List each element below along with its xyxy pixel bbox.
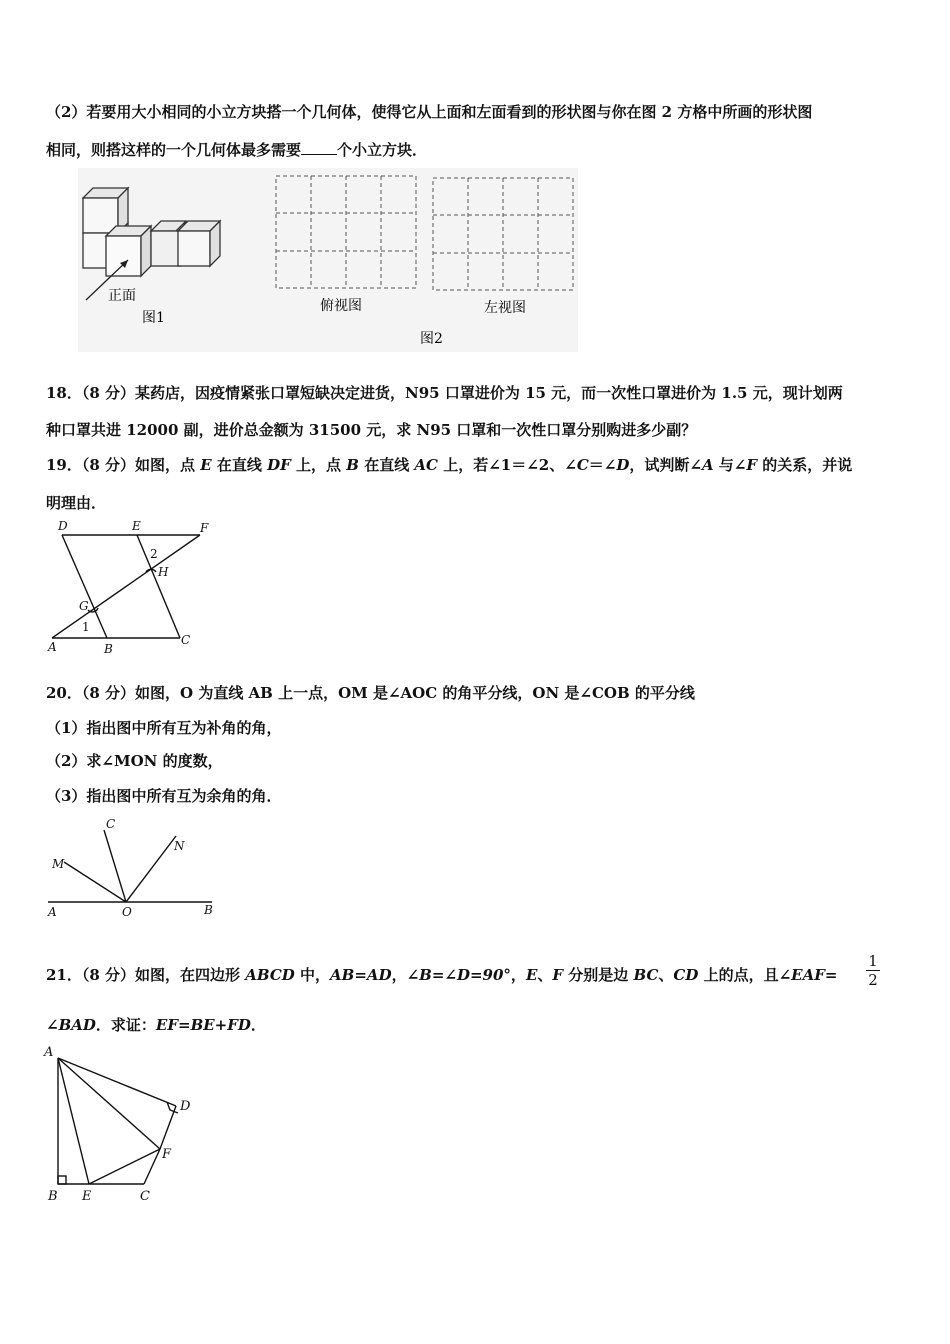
q20-item1: （1）指出图中所有互为补角的角， [46,719,282,737]
fig2-caption: 图2 [420,331,443,347]
one-half-fraction: 1 2 [866,952,880,989]
q21-figure [42,1042,212,1208]
q20-item3: （3）指出图中所有互为余角的角． [46,787,282,805]
label-A: A [48,905,57,919]
label-M: M [52,857,65,871]
label-D: D [58,519,68,533]
label-C: C [106,817,116,831]
cube-figure [78,168,578,352]
q20-item2: （2）求∠MON 的度数， [46,752,223,770]
label-A: A [44,1045,54,1060]
label-B: B [104,642,113,656]
label-D: D [180,1099,191,1114]
label-H: H [158,565,169,579]
label-E: E [82,1189,92,1204]
top-view-label: 俯视图 [320,298,362,314]
fig1-front-label: 正面 [108,288,136,304]
label-A: A [48,640,57,654]
q21-line2: ∠BAD．求证：EF=BE+FD． [46,1016,266,1034]
label-B: B [204,903,213,917]
q18-line2: 种口罩共进 12000 副，进价总金额为 31500 元，求 N95 口罩和一次性口罩分别购进多少副？ [46,421,697,439]
label-F: F [200,521,209,535]
q19-line1: 19．（8 分）如图，点 E 在直线 DF 上，点 B 在直线 AC 上，若∠1＝∠2、∠C＝∠D，试判断∠A 与∠F 的关系，并说 [46,456,853,474]
left-view-label: 左视图 [484,300,526,316]
label-N: N [174,839,185,853]
q17-part2-line1: （2）若要用大小相同的小立方块搭一个几何体，使得它从上面和左面看到的形状图与你在图 2 方格中所画的形状图 [46,103,813,121]
label-C: C [181,633,191,647]
label-E: E [132,519,141,533]
q19-figure [42,518,222,658]
label-C: C [140,1189,150,1204]
q18-line1: 18．（8 分）某药店，因疫情紧张口罩短缺决定进货，N95 口罩进价为 15 元，而一次性口罩进价为 1.5 元，现计划两 [46,384,843,402]
angle-2-label: 2 [150,547,158,561]
label-G: G [79,599,89,613]
q20-figure [42,812,222,922]
q19-line2: 明理由． [46,494,107,512]
angle-1-label: 1 [82,620,90,634]
q21-line1: 21．（8 分）如图，在四边形 ABCD 中，AB=AD，∠B=∠D=90°，E、F 分别是边 BC、CD 上的点，且∠EAF= [46,966,838,984]
q17-part2-line2: 相同，则搭这样的一个几何体最多需要 个小立方块． [46,141,428,159]
q20-line1: 20．（8 分）如图，O 为直线 AB 上一点，OM 是∠AOC 的角平分线，ON 是∠COB 的平分线 [46,684,695,702]
answer-blank[interactable] [301,140,337,155]
label-O: O [122,905,132,919]
fig1-caption: 图1 [142,310,165,326]
label-F: F [162,1147,172,1162]
label-B: B [48,1189,58,1204]
